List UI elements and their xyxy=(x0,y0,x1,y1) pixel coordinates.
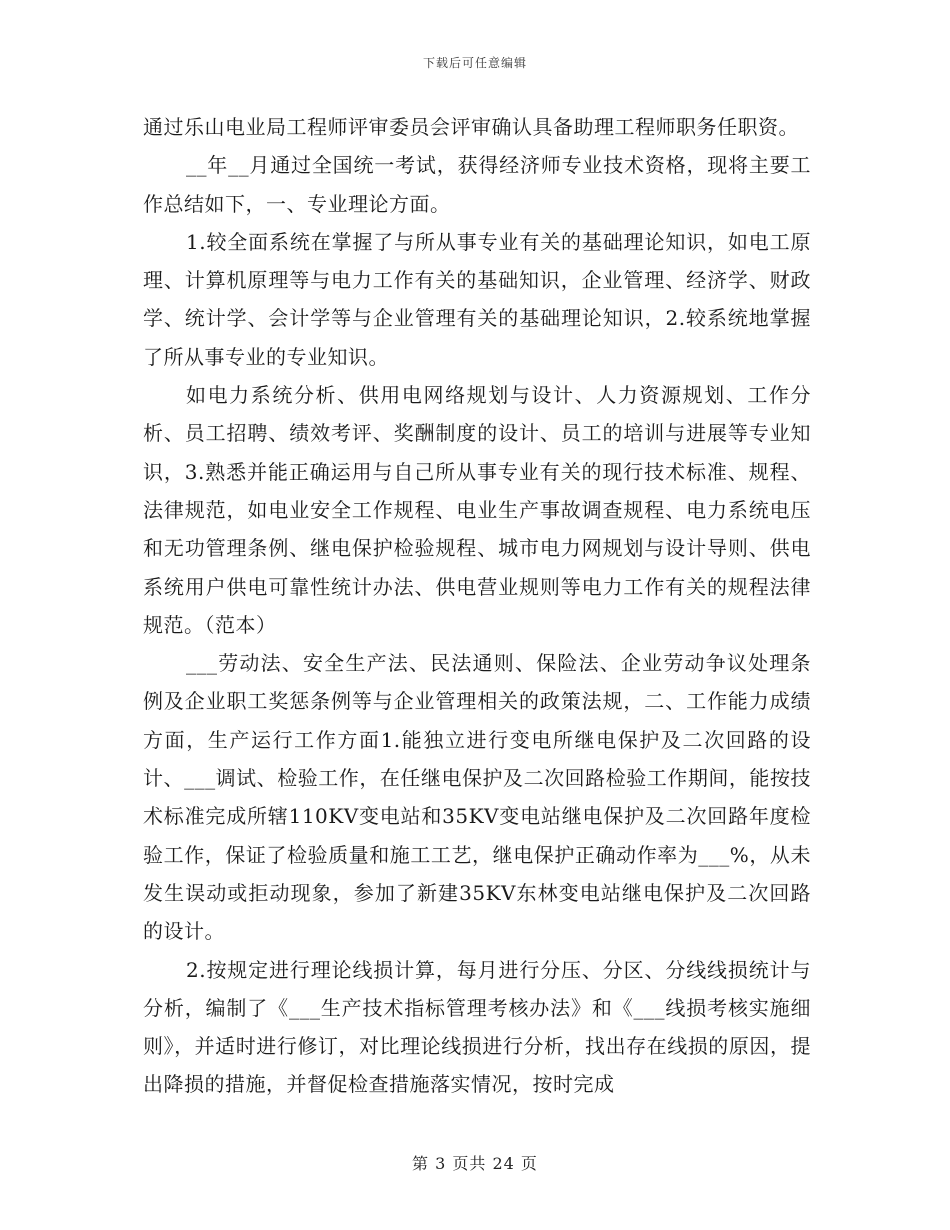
paragraph-3: 1.较全面系统在掌握了与所从事专业有关的基础理论知识，如电工原理、计算机原理等与电力工作有关的基础知识，企业管理、经济学、财政学、统计学、会计学等与企业管理有关的基础理论知识，2.较系统地掌握了所从事专业的专业知识。 xyxy=(143,229,811,369)
paragraph-1: 通过乐山电业局工程师评审委员会评审确认具备助理工程师职务任职资。 xyxy=(143,115,799,139)
paragraph-4: 如电力系统分析、供用电网络规划与设计、人力资源规划、工作分析、员工招聘、绩效考评、奖酬制度的设计、员工的培训与进展等专业知识，3.熟悉并能正确运用与自己所从事专业有关的现行技术标准、规程、法律规范，如电业安全工作规程、电业生产事故调查规程、电力系统电压和无功管理条例、继电保护检验规程、城市电力网规划与设计导则、供电系统用户供电可靠性统计办法、供电营业规则等电力工作有关的规程法律规范。（范本） xyxy=(143,383,811,637)
paragraph-6: 2.按规定进行理论线损计算，每月进行分压、分区、分线线损统计与分析，编制了《___生产技术指标管理考核办法》和《___线损考核实施细则》，并适时进行修订，对比理论线损进行分析，找出存在线损的原因，提出降损的措施，并督促检查措施落实情况，按时完成 xyxy=(143,957,811,1097)
document-body xyxy=(143,108,811,1104)
page-number-footer: 第 3 页共 24 页 xyxy=(412,1154,538,1173)
paragraph-5: ___劳动法、安全生产法、民法通则、保险法、企业劳动争议处理条例及企业职工奖惩条例等与企业管理相关的政策法规，二、工作能力成绩方面，生产运行工作方面1.能独立进行变电所继电保护及二次回路的设计、___调试、检验工作，在任继电保护及二次回路检验工作期间，能按技术标准完成所辖110KV变电站和35KV变电站继电保护及二次回路年度检验工作，保证了检验质量和施工工艺，继电保护正确动作率为___%，从未发生误动或拒动现象，参加了新建35KV东林变电站继电保护及二次回路的设计。 xyxy=(143,651,811,944)
paragraph-2: __年__月通过全国统一考试，获得经济师专业技术资格，现将主要工作总结如下，一、专业理论方面。 xyxy=(143,153,811,216)
header-note: 下载后可任意编辑 xyxy=(422,56,527,70)
